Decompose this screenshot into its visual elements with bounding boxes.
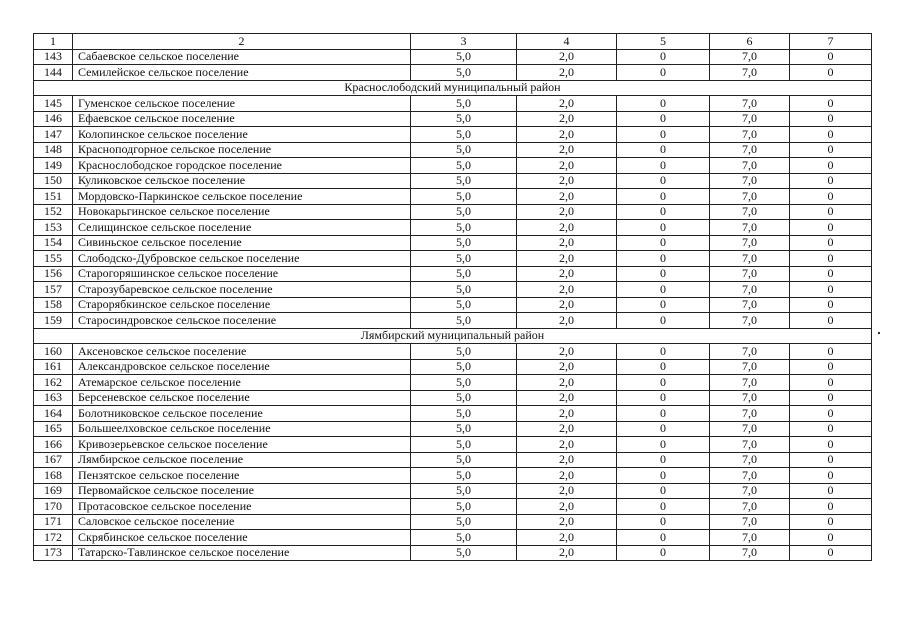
value-cell-col6: 7,0 xyxy=(710,344,790,360)
value-cell-col3: 5,0 xyxy=(411,251,517,267)
value-cell-col7: 0 xyxy=(790,530,872,546)
value-cell-col4: 2,0 xyxy=(517,545,617,561)
value-cell-col6: 7,0 xyxy=(710,406,790,422)
table-row xyxy=(34,127,872,143)
value-cell-col5: 0 xyxy=(617,483,710,499)
settlement-name-cell: Ефаевское сельское поселение xyxy=(73,111,411,127)
value-cell-col6: 7,0 xyxy=(710,313,790,329)
value-cell-col4: 2,0 xyxy=(517,266,617,282)
value-cell-col4: 2,0 xyxy=(517,111,617,127)
value-cell-col3: 5,0 xyxy=(411,375,517,391)
value-cell-col5: 0 xyxy=(617,499,710,515)
settlement-name-cell: Болотниковское сельское поселение xyxy=(73,406,411,422)
value-cell-col6: 7,0 xyxy=(710,189,790,205)
value-cell-col4: 2,0 xyxy=(517,514,617,530)
value-cell-col4: 2,0 xyxy=(517,390,617,406)
header-cell: 7 xyxy=(790,34,872,50)
value-cell-col3: 5,0 xyxy=(411,142,517,158)
settlement-name-cell: Красноподгорное сельское поселение xyxy=(73,142,411,158)
value-cell-col4: 2,0 xyxy=(517,483,617,499)
value-cell-col7: 0 xyxy=(790,499,872,515)
value-cell-col6: 7,0 xyxy=(710,235,790,251)
row-number-cell: 144 xyxy=(34,65,73,81)
settlement-name-cell: Слободско-Дубровское сельское поселение xyxy=(73,251,411,267)
value-cell-col6: 7,0 xyxy=(710,499,790,515)
value-cell-col5: 0 xyxy=(617,158,710,174)
value-cell-col4: 2,0 xyxy=(517,142,617,158)
document-table-container xyxy=(33,33,872,561)
section-title: Краснослободский муниципальный район xyxy=(34,80,872,96)
row-number-cell: 143 xyxy=(34,49,73,65)
value-cell-col5: 0 xyxy=(617,220,710,236)
value-cell-col5: 0 xyxy=(617,452,710,468)
settlement-name-cell: Старорябкинское сельское поселение xyxy=(73,297,411,313)
row-number-cell: 159 xyxy=(34,313,73,329)
value-cell-col5: 0 xyxy=(617,65,710,81)
settlement-name-cell: Колопинское сельское поселение xyxy=(73,127,411,143)
settlement-name-cell: Селищинское сельское поселение xyxy=(73,220,411,236)
settlement-name-cell: Берсеневское сельское поселение xyxy=(73,390,411,406)
value-cell-col7: 0 xyxy=(790,359,872,375)
value-cell-col6: 7,0 xyxy=(710,173,790,189)
row-number-cell: 171 xyxy=(34,514,73,530)
value-cell-col3: 5,0 xyxy=(411,545,517,561)
value-cell-col3: 5,0 xyxy=(411,344,517,360)
value-cell-col4: 2,0 xyxy=(517,235,617,251)
row-number-cell: 155 xyxy=(34,251,73,267)
value-cell-col3: 5,0 xyxy=(411,313,517,329)
row-number-cell: 148 xyxy=(34,142,73,158)
table-row xyxy=(34,173,872,189)
value-cell-col7: 0 xyxy=(790,437,872,453)
row-number-cell: 151 xyxy=(34,189,73,205)
settlement-name-cell: Атемарское сельское поселение xyxy=(73,375,411,391)
value-cell-col3: 5,0 xyxy=(411,468,517,484)
row-number-cell: 153 xyxy=(34,220,73,236)
row-number-cell: 162 xyxy=(34,375,73,391)
table-row xyxy=(34,437,872,453)
table-row xyxy=(34,390,872,406)
value-cell-col6: 7,0 xyxy=(710,96,790,112)
table-row xyxy=(34,297,872,313)
value-cell-col6: 7,0 xyxy=(710,452,790,468)
table-row xyxy=(34,468,872,484)
value-cell-col3: 5,0 xyxy=(411,173,517,189)
value-cell-col7: 0 xyxy=(790,235,872,251)
value-cell-col6: 7,0 xyxy=(710,421,790,437)
value-cell-col4: 2,0 xyxy=(517,375,617,391)
row-number-cell: 164 xyxy=(34,406,73,422)
scan-speck xyxy=(878,332,880,334)
table-row xyxy=(34,65,872,81)
row-number-cell: 156 xyxy=(34,266,73,282)
settlement-name-cell: Краснослободское городское поселение xyxy=(73,158,411,174)
settlement-name-cell: Мордовско-Паркинское сельское поселение xyxy=(73,189,411,205)
value-cell-col4: 2,0 xyxy=(517,282,617,298)
value-cell-col5: 0 xyxy=(617,390,710,406)
row-number-cell: 157 xyxy=(34,282,73,298)
value-cell-col3: 5,0 xyxy=(411,421,517,437)
header-cell: 1 xyxy=(34,34,73,50)
value-cell-col5: 0 xyxy=(617,235,710,251)
row-number-cell: 170 xyxy=(34,499,73,515)
value-cell-col6: 7,0 xyxy=(710,251,790,267)
header-row xyxy=(34,34,872,50)
settlement-name-cell: Большеелховское сельское поселение xyxy=(73,421,411,437)
table-row xyxy=(34,49,872,65)
header-cell: 2 xyxy=(73,34,411,50)
value-cell-col5: 0 xyxy=(617,96,710,112)
row-number-cell: 154 xyxy=(34,235,73,251)
value-cell-col6: 7,0 xyxy=(710,483,790,499)
value-cell-col4: 2,0 xyxy=(517,220,617,236)
table-row xyxy=(34,313,872,329)
value-cell-col7: 0 xyxy=(790,266,872,282)
table-row xyxy=(34,189,872,205)
row-number-cell: 166 xyxy=(34,437,73,453)
value-cell-col6: 7,0 xyxy=(710,111,790,127)
value-cell-col3: 5,0 xyxy=(411,96,517,112)
row-number-cell: 158 xyxy=(34,297,73,313)
value-cell-col3: 5,0 xyxy=(411,514,517,530)
value-cell-col6: 7,0 xyxy=(710,158,790,174)
value-cell-col6: 7,0 xyxy=(710,204,790,220)
value-cell-col7: 0 xyxy=(790,452,872,468)
value-cell-col4: 2,0 xyxy=(517,530,617,546)
table-row xyxy=(34,266,872,282)
value-cell-col5: 0 xyxy=(617,297,710,313)
value-cell-col7: 0 xyxy=(790,251,872,267)
row-number-cell: 145 xyxy=(34,96,73,112)
value-cell-col7: 0 xyxy=(790,96,872,112)
table-row xyxy=(34,530,872,546)
value-cell-col3: 5,0 xyxy=(411,266,517,282)
row-number-cell: 165 xyxy=(34,421,73,437)
value-cell-col5: 0 xyxy=(617,49,710,65)
section-row xyxy=(34,328,872,344)
row-number-cell: 167 xyxy=(34,452,73,468)
table-row xyxy=(34,499,872,515)
value-cell-col4: 2,0 xyxy=(517,158,617,174)
value-cell-col5: 0 xyxy=(617,111,710,127)
row-number-cell: 147 xyxy=(34,127,73,143)
section-row xyxy=(34,80,872,96)
value-cell-col5: 0 xyxy=(617,375,710,391)
value-cell-col7: 0 xyxy=(790,111,872,127)
value-cell-col6: 7,0 xyxy=(710,297,790,313)
value-cell-col3: 5,0 xyxy=(411,390,517,406)
value-cell-col4: 2,0 xyxy=(517,344,617,360)
settlement-name-cell: Гуменское сельское поселение xyxy=(73,96,411,112)
settlement-name-cell: Кривозерьевское сельское поселение xyxy=(73,437,411,453)
value-cell-col6: 7,0 xyxy=(710,266,790,282)
value-cell-col4: 2,0 xyxy=(517,313,617,329)
value-cell-col7: 0 xyxy=(790,189,872,205)
value-cell-col7: 0 xyxy=(790,282,872,298)
value-cell-col7: 0 xyxy=(790,127,872,143)
row-number-cell: 172 xyxy=(34,530,73,546)
value-cell-col4: 2,0 xyxy=(517,437,617,453)
value-cell-col6: 7,0 xyxy=(710,390,790,406)
table-body xyxy=(34,34,872,561)
table-row xyxy=(34,406,872,422)
table-row xyxy=(34,251,872,267)
value-cell-col7: 0 xyxy=(790,313,872,329)
value-cell-col3: 5,0 xyxy=(411,65,517,81)
settlement-name-cell: Протасовское сельское поселение xyxy=(73,499,411,515)
settlement-name-cell: Старосиндровское сельское поселение xyxy=(73,313,411,329)
value-cell-col6: 7,0 xyxy=(710,65,790,81)
value-cell-col3: 5,0 xyxy=(411,499,517,515)
value-cell-col3: 5,0 xyxy=(411,111,517,127)
value-cell-col7: 0 xyxy=(790,375,872,391)
value-cell-col3: 5,0 xyxy=(411,235,517,251)
value-cell-col3: 5,0 xyxy=(411,282,517,298)
value-cell-col7: 0 xyxy=(790,158,872,174)
value-cell-col7: 0 xyxy=(790,204,872,220)
value-cell-col6: 7,0 xyxy=(710,127,790,143)
value-cell-col3: 5,0 xyxy=(411,189,517,205)
table-row xyxy=(34,235,872,251)
value-cell-col6: 7,0 xyxy=(710,468,790,484)
value-cell-col7: 0 xyxy=(790,142,872,158)
value-cell-col3: 5,0 xyxy=(411,452,517,468)
value-cell-col3: 5,0 xyxy=(411,220,517,236)
settlement-name-cell: Пензятское сельское поселение xyxy=(73,468,411,484)
header-cell: 6 xyxy=(710,34,790,50)
value-cell-col4: 2,0 xyxy=(517,468,617,484)
header-cell: 5 xyxy=(617,34,710,50)
value-cell-col5: 0 xyxy=(617,127,710,143)
value-cell-col7: 0 xyxy=(790,49,872,65)
row-number-cell: 152 xyxy=(34,204,73,220)
value-cell-col6: 7,0 xyxy=(710,545,790,561)
value-cell-col5: 0 xyxy=(617,406,710,422)
settlement-name-cell: Сабаевское сельское поселение xyxy=(73,49,411,65)
value-cell-col4: 2,0 xyxy=(517,452,617,468)
value-cell-col3: 5,0 xyxy=(411,127,517,143)
value-cell-col4: 2,0 xyxy=(517,421,617,437)
value-cell-col5: 0 xyxy=(617,204,710,220)
value-cell-col4: 2,0 xyxy=(517,189,617,205)
value-cell-col5: 0 xyxy=(617,282,710,298)
section-title: Лямбирский муниципальный район xyxy=(34,328,872,344)
value-cell-col5: 0 xyxy=(617,173,710,189)
value-cell-col5: 0 xyxy=(617,530,710,546)
value-cell-col7: 0 xyxy=(790,173,872,189)
value-cell-col4: 2,0 xyxy=(517,406,617,422)
value-cell-col4: 2,0 xyxy=(517,359,617,375)
value-cell-col5: 0 xyxy=(617,344,710,360)
value-cell-col7: 0 xyxy=(790,514,872,530)
settlement-name-cell: Куликовское сельское поселение xyxy=(73,173,411,189)
value-cell-col7: 0 xyxy=(790,65,872,81)
value-cell-col6: 7,0 xyxy=(710,49,790,65)
value-cell-col5: 0 xyxy=(617,359,710,375)
value-cell-col7: 0 xyxy=(790,344,872,360)
table-row xyxy=(34,142,872,158)
value-cell-col3: 5,0 xyxy=(411,204,517,220)
value-cell-col5: 0 xyxy=(617,313,710,329)
table-row xyxy=(34,514,872,530)
settlement-name-cell: Лямбирское сельское поселение xyxy=(73,452,411,468)
value-cell-col4: 2,0 xyxy=(517,204,617,220)
settlement-name-cell: Старогоряшинское сельское поселение xyxy=(73,266,411,282)
table-row xyxy=(34,375,872,391)
value-cell-col7: 0 xyxy=(790,406,872,422)
table-row xyxy=(34,452,872,468)
table-row xyxy=(34,204,872,220)
value-cell-col4: 2,0 xyxy=(517,173,617,189)
value-cell-col5: 0 xyxy=(617,266,710,282)
value-cell-col4: 2,0 xyxy=(517,499,617,515)
settlement-name-cell: Семилейское сельское поселение xyxy=(73,65,411,81)
value-cell-col5: 0 xyxy=(617,545,710,561)
value-cell-col3: 5,0 xyxy=(411,297,517,313)
value-cell-col3: 5,0 xyxy=(411,406,517,422)
value-cell-col5: 0 xyxy=(617,437,710,453)
table-row xyxy=(34,483,872,499)
row-number-cell: 163 xyxy=(34,390,73,406)
value-cell-col3: 5,0 xyxy=(411,158,517,174)
value-cell-col6: 7,0 xyxy=(710,142,790,158)
value-cell-col6: 7,0 xyxy=(710,282,790,298)
settlement-name-cell: Александровское сельское поселение xyxy=(73,359,411,375)
value-cell-col5: 0 xyxy=(617,421,710,437)
row-number-cell: 161 xyxy=(34,359,73,375)
value-cell-col5: 0 xyxy=(617,189,710,205)
value-cell-col3: 5,0 xyxy=(411,359,517,375)
table-row xyxy=(34,421,872,437)
value-cell-col6: 7,0 xyxy=(710,375,790,391)
row-number-cell: 149 xyxy=(34,158,73,174)
row-number-cell: 168 xyxy=(34,468,73,484)
value-cell-col4: 2,0 xyxy=(517,65,617,81)
settlement-name-cell: Новокарьгинское сельское поселение xyxy=(73,204,411,220)
value-cell-col3: 5,0 xyxy=(411,437,517,453)
value-cell-col6: 7,0 xyxy=(710,359,790,375)
value-cell-col3: 5,0 xyxy=(411,49,517,65)
header-cell: 3 xyxy=(411,34,517,50)
value-cell-col7: 0 xyxy=(790,220,872,236)
table-row xyxy=(34,359,872,375)
value-cell-col6: 7,0 xyxy=(710,530,790,546)
row-number-cell: 169 xyxy=(34,483,73,499)
table-row xyxy=(34,111,872,127)
value-cell-col5: 0 xyxy=(617,514,710,530)
header-cell: 4 xyxy=(517,34,617,50)
settlement-name-cell: Первомайское сельское поселение xyxy=(73,483,411,499)
value-cell-col6: 7,0 xyxy=(710,437,790,453)
value-cell-col4: 2,0 xyxy=(517,49,617,65)
value-cell-col6: 7,0 xyxy=(710,220,790,236)
value-cell-col7: 0 xyxy=(790,390,872,406)
value-cell-col7: 0 xyxy=(790,297,872,313)
value-cell-col5: 0 xyxy=(617,251,710,267)
value-cell-col5: 0 xyxy=(617,142,710,158)
value-cell-col7: 0 xyxy=(790,421,872,437)
table-row xyxy=(34,282,872,298)
table-row xyxy=(34,96,872,112)
value-cell-col5: 0 xyxy=(617,468,710,484)
table-row xyxy=(34,220,872,236)
row-number-cell: 150 xyxy=(34,173,73,189)
settlement-name-cell: Саловское сельское поселение xyxy=(73,514,411,530)
row-number-cell: 160 xyxy=(34,344,73,360)
value-cell-col7: 0 xyxy=(790,545,872,561)
value-cell-col4: 2,0 xyxy=(517,96,617,112)
value-cell-col3: 5,0 xyxy=(411,483,517,499)
value-cell-col3: 5,0 xyxy=(411,530,517,546)
table-row xyxy=(34,158,872,174)
row-number-cell: 173 xyxy=(34,545,73,561)
value-cell-col6: 7,0 xyxy=(710,514,790,530)
settlement-name-cell: Скрябинское сельское поселение xyxy=(73,530,411,546)
value-cell-col4: 2,0 xyxy=(517,251,617,267)
value-cell-col4: 2,0 xyxy=(517,127,617,143)
table-row xyxy=(34,545,872,561)
row-number-cell: 146 xyxy=(34,111,73,127)
settlement-name-cell: Старозубаревское сельское поселение xyxy=(73,282,411,298)
value-cell-col7: 0 xyxy=(790,483,872,499)
settlement-name-cell: Сивиньское сельское поселение xyxy=(73,235,411,251)
settlement-name-cell: Татарско-Тавлинское сельское поселение xyxy=(73,545,411,561)
value-cell-col4: 2,0 xyxy=(517,297,617,313)
settlement-name-cell: Аксеновское сельское поселение xyxy=(73,344,411,360)
settlements-table xyxy=(33,33,872,561)
value-cell-col7: 0 xyxy=(790,468,872,484)
table-row xyxy=(34,344,872,360)
